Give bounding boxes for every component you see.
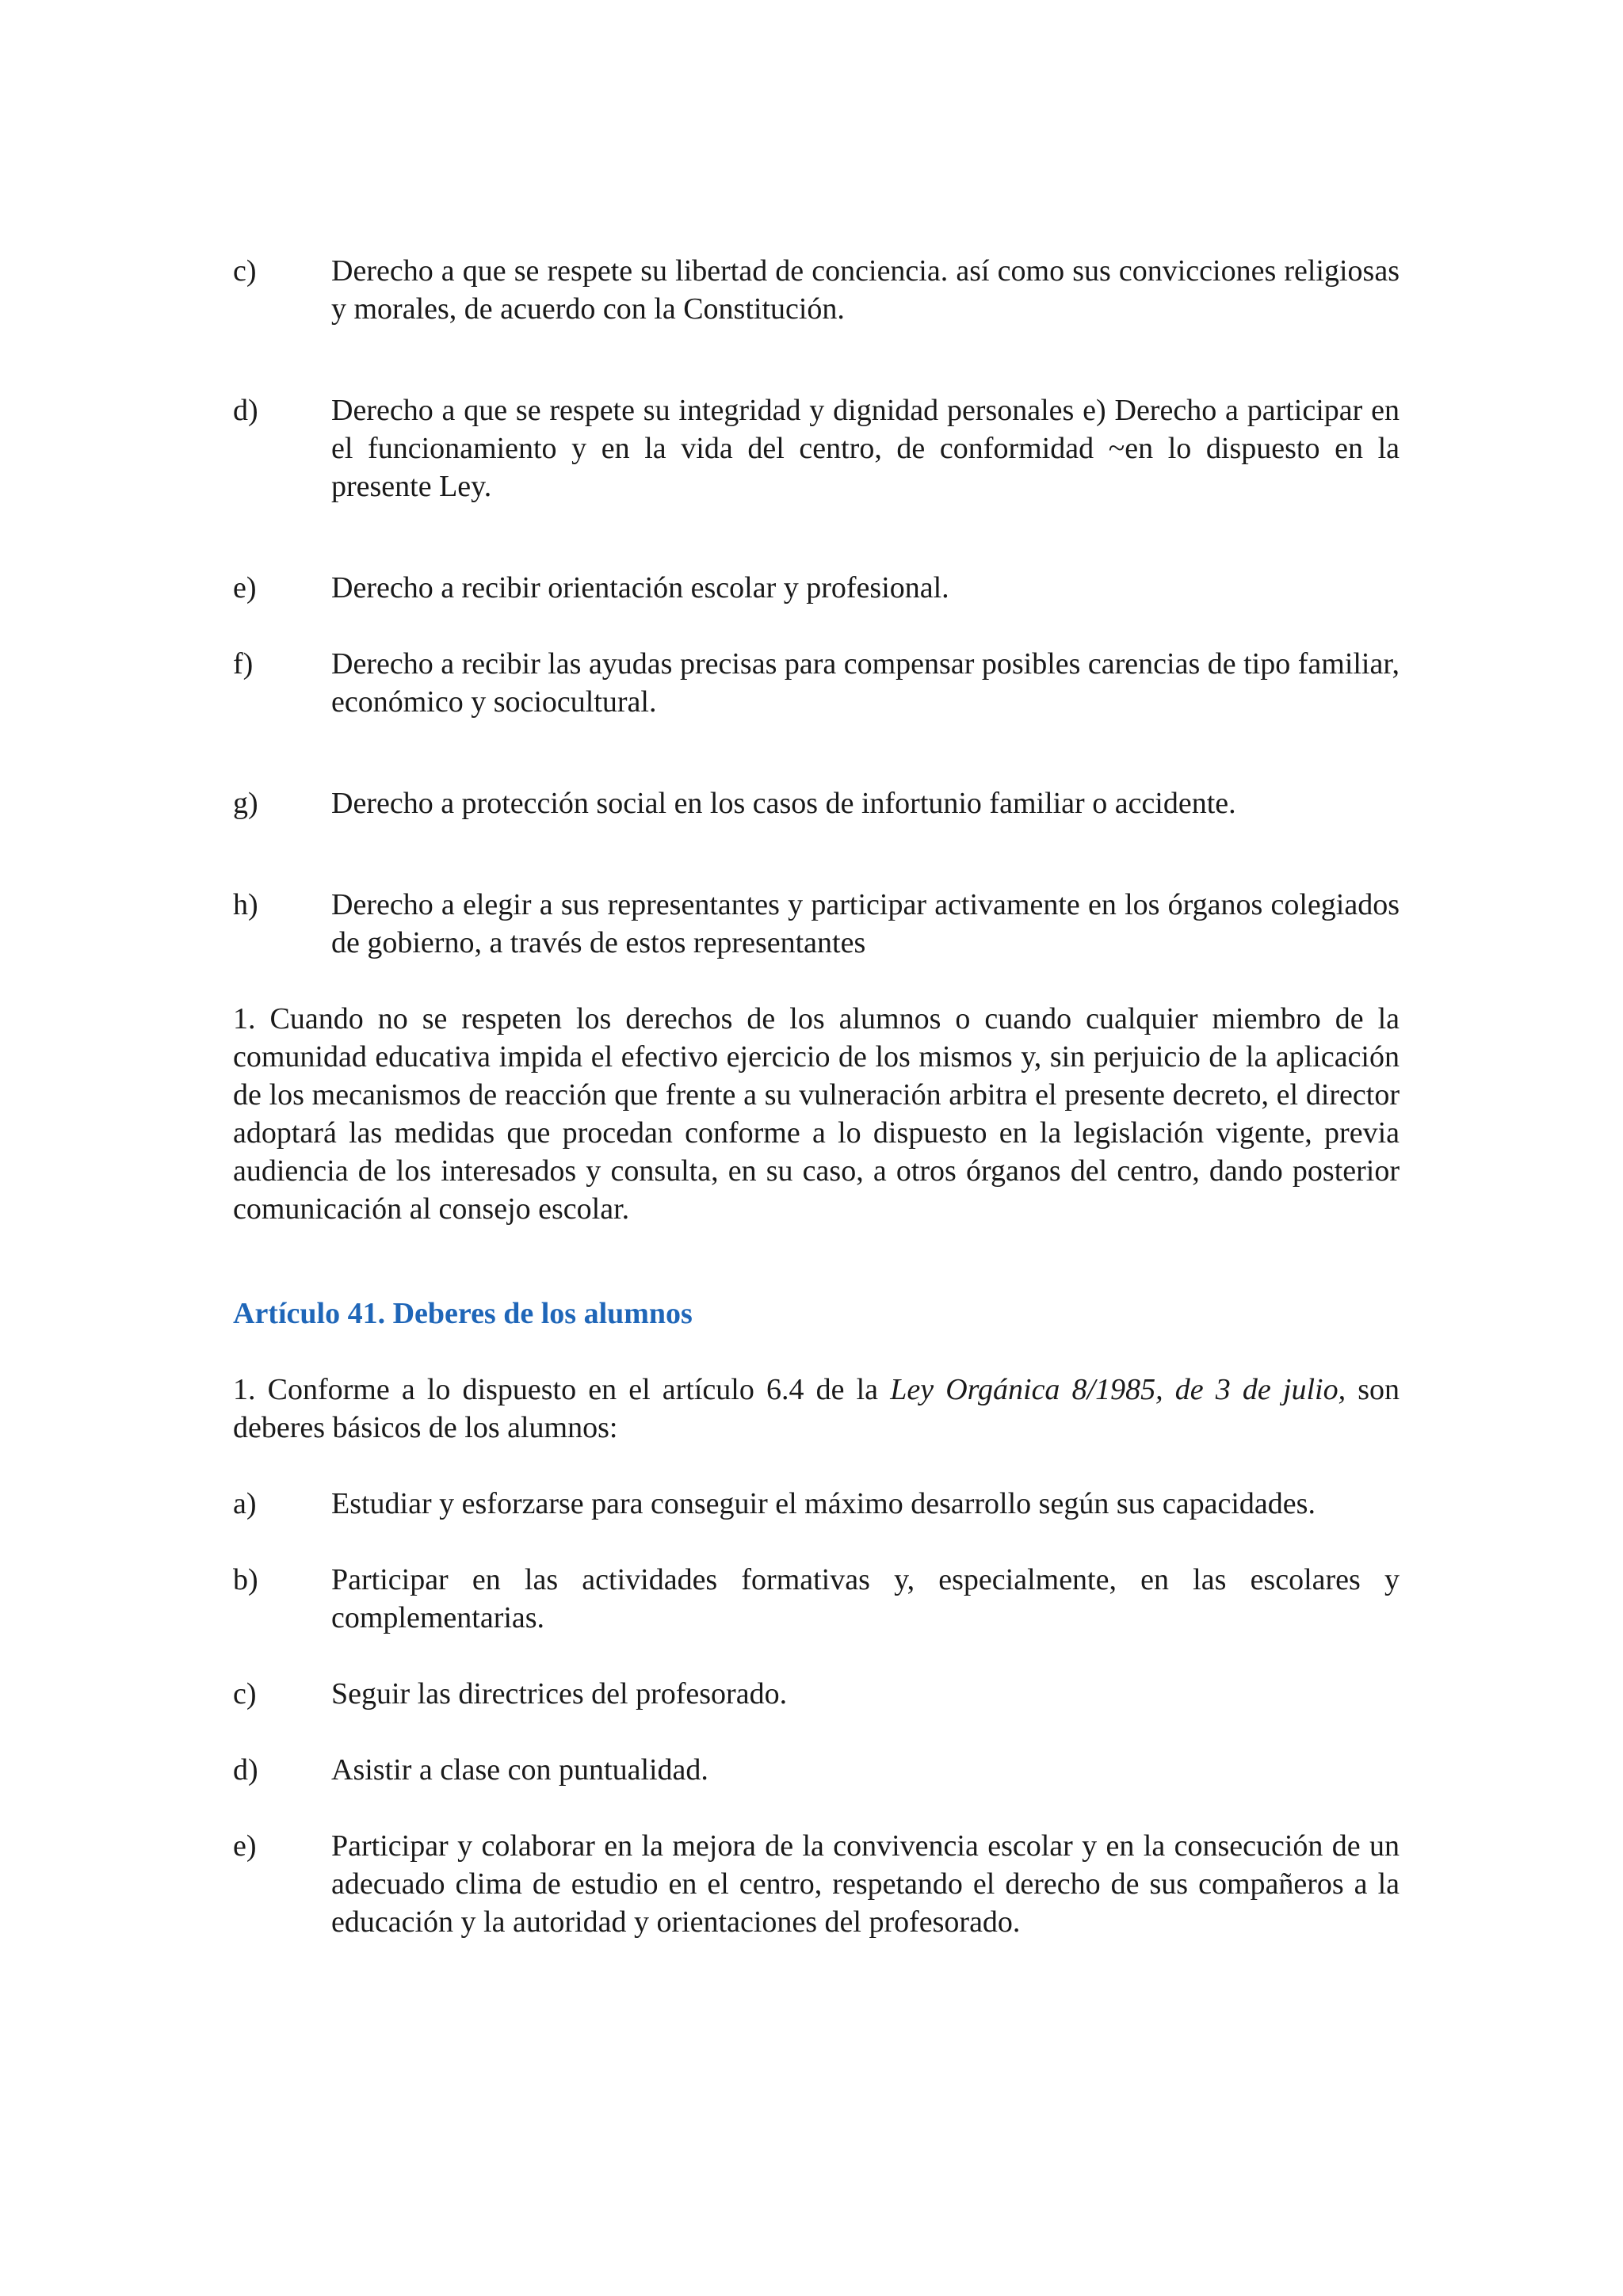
law-reference: Ley Orgánica 8/1985, de 3 de julio, [890,1373,1346,1406]
list-marker: f) [233,647,254,681]
list-item-duty-a [233,1485,1400,1523]
list-text: Derecho a recibir las ayudas precisas para compensar posibles carencias de tipo familiar, económico y sociocultural. [331,647,1400,719]
list-marker: h) [233,888,258,921]
list-marker: c) [233,1677,257,1711]
list-text: Participar en las actividades formativas y, especialmente, en las escolares y complementarias. [331,1563,1400,1634]
list-text: Derecho a que se respete su integridad y dignidad personales e) Derecho a participar en el funcionamiento y en la vida del centro, de conformidad ~en lo dispuesto en la presente Ley. [331,394,1400,503]
list-text: Estudiar y esforzarse para conseguir el máximo desarrollo según sus capacidades. [331,1487,1316,1520]
list-text: Asistir a clase con puntualidad. [331,1753,708,1787]
list-item-right-e [233,569,1400,607]
list-marker: d) [233,1753,258,1787]
intro-text-after: son deberes básicos de los alumnos: [233,1373,1400,1444]
intro-text-before: 1. Conforme a lo dispuesto en el artículo 6.4 de la [233,1373,891,1406]
list-text: Derecho a elegir a sus representantes y participar activamente en los órganos colegiados de gobierno, a través de estos representantes [331,888,1400,959]
list-text: Participar y colaborar en la mejora de la convivencia escolar y en la consecución de un adecuado clima de estudio en el centro, respetando el derecho de sus compañeros a la educación y la autoridad y orientaciones del profesorado. [331,1829,1400,1939]
list-item-duty-c [233,1675,1400,1713]
list-item-duty-d [233,1751,1400,1789]
article-heading: Artículo 41. Deberes de los alumnos [233,1297,693,1330]
list-marker: d) [233,394,258,427]
list-item-right-h [233,886,1400,962]
list-marker: c) [233,254,257,288]
list-item-duty-b [233,1561,1400,1637]
list-text: Derecho a protección social en los casos de infortunio familiar o accidente. [331,787,1236,820]
list-item-right-d [233,391,1400,505]
list-marker: a) [233,1487,257,1520]
list-item-right-g [233,784,1400,822]
list-text: Derecho a recibir orientación escolar y profesional. [331,571,949,605]
list-marker: e) [233,1829,257,1863]
list-marker: b) [233,1563,258,1596]
list-text: Seguir las directrices del profesorado. [331,1677,788,1711]
list-item-duty-e [233,1827,1400,1941]
paragraph-rights-enforcement: 1. Cuando no se respeten los derechos de los alumnos o cuando cualquier miembro de la comunidad educativa impida el efectivo ejercicio de los mismos y, sin perjuicio de la aplicación de los mecanismos de reacción que frente a su vulneración arbitra el presente decreto, el director adoptará las medidas que procedan conforme a lo dispuesto en la legislación vigente, previa audiencia de los interesados y consulta, en su caso, a otros órganos del centro, dando posterior comunicación al consejo escolar. [233,1002,1400,1226]
article-intro [233,1371,1400,1447]
document-page [233,238,1400,1941]
list-marker: e) [233,571,257,605]
list-text: Derecho a que se respete su libertad de conciencia. así como sus convicciones religiosas y morales, de acuerdo con la Constitución. [331,254,1400,326]
list-item-right-f [233,645,1400,721]
list-item-right-c [233,252,1400,328]
list-marker: g) [233,787,258,820]
